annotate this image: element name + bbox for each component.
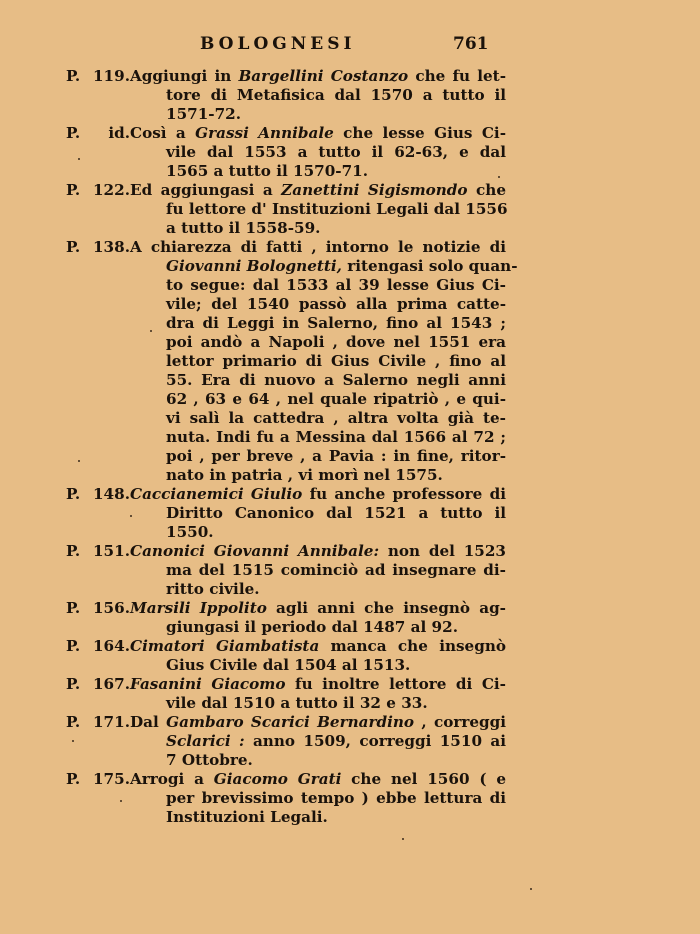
entry-text: manca che insegnò <box>319 637 507 655</box>
entry-text: Arrogi a <box>130 770 214 788</box>
errata-entry <box>66 675 506 713</box>
entry-line <box>66 314 506 333</box>
entry-name-italic: Marsili Ippolito <box>130 599 267 617</box>
running-head: BOLOGNESI <box>200 34 356 54</box>
entry-line <box>66 656 506 675</box>
entry-text: Ed aggiungasi a <box>130 181 282 199</box>
entry-text: poi andò a Napoli , dove nel 1551 era <box>166 333 506 351</box>
page-reference: P. 151. <box>66 542 130 560</box>
entry-text: anno 1509, correggi 1510 ai <box>244 732 506 750</box>
entry-line <box>66 409 506 428</box>
entry-line <box>66 466 506 485</box>
entry-line <box>66 599 506 618</box>
entry-line <box>66 523 506 542</box>
page-reference: P. 138. <box>66 238 130 256</box>
entry-text: nato in patria , vi morì nel 1575. <box>166 466 443 484</box>
errata-list <box>66 67 518 827</box>
errata-entry <box>66 770 506 827</box>
entry-text: ma del 1515 cominciò ad insegnare di- <box>166 561 506 579</box>
entry-text: giungasi il periodo dal 1487 al 92. <box>166 618 458 636</box>
entry-line <box>66 86 506 105</box>
speck <box>72 740 74 742</box>
errata-entry <box>66 542 506 599</box>
entry-line <box>66 447 506 466</box>
entry-line <box>66 390 506 409</box>
entry-text: Instituzioni Legali. <box>166 808 328 826</box>
entry-text: che lesse Gius Ci- <box>333 124 507 142</box>
entry-text: lettor primario di Gius Civile , fino al <box>166 352 506 370</box>
entry-line <box>66 542 506 561</box>
entry-text: , correggi <box>414 713 506 731</box>
entry-text: agli anni che insegnò ag- <box>266 599 506 617</box>
speck <box>78 158 80 160</box>
entry-line <box>66 143 506 162</box>
entry-name-italic: Giacomo Grati <box>213 770 342 788</box>
entry-line <box>66 124 506 143</box>
page-reference: P. 156. <box>66 599 130 617</box>
entry-text: poi , per breve , a Pavia : in fine, ritor- <box>166 447 506 465</box>
entry-text: 1565 a tutto il 1570-71. <box>166 162 369 180</box>
entry-line <box>66 580 506 599</box>
entry-text: 7 Ottobre. <box>166 751 253 769</box>
entry-text: fu anche professore di <box>302 485 506 503</box>
entry-name-italic: Fasanini Giacomo <box>130 675 286 693</box>
entry-line <box>66 257 518 276</box>
errata-entry <box>66 485 506 542</box>
entry-line <box>66 295 506 314</box>
entry-text: vi salì la cattedra , altra volta già te- <box>166 409 506 427</box>
entry-text: a tutto il 1558-59. <box>166 219 321 237</box>
speck <box>498 176 500 178</box>
page-reference: P. 171. <box>66 713 130 731</box>
entry-name-italic: Bargellini Costanzo <box>238 67 409 85</box>
errata-entry <box>66 637 506 675</box>
entry-text: per brevissimo tempo ) ebbe lettura di <box>166 789 506 807</box>
entry-name-italic: Sclarici : <box>166 732 245 750</box>
entry-line <box>66 618 506 637</box>
entry-line <box>66 561 506 580</box>
entry-line <box>66 637 506 656</box>
entry-line <box>66 713 506 732</box>
entry-text: vile dal 1510 a tutto il 32 e 33. <box>166 694 428 712</box>
entry-name-italic: Caccianemici Giulio <box>130 485 303 503</box>
entry-line <box>66 371 506 390</box>
entry-text: che <box>467 181 506 199</box>
page-reference: P. id. <box>66 124 130 142</box>
entry-text: Così a <box>130 124 196 142</box>
page-header <box>0 34 700 58</box>
entry-line <box>66 238 506 257</box>
speck <box>78 460 80 462</box>
entry-text: nuta. Indi fu a Messina dal 1566 al 72 ; <box>166 428 506 446</box>
entry-line <box>66 200 506 219</box>
entry-text: to segue: dal 1533 al 39 lesse Gius Ci- <box>166 276 506 294</box>
entry-line <box>66 732 506 751</box>
entry-line <box>66 751 506 770</box>
entry-line <box>66 428 506 447</box>
entry-name-italic: Cimatori Giambatista <box>130 637 320 655</box>
entry-line <box>66 162 506 181</box>
entry-name-italic: Canonici Giovanni Annibale: <box>130 542 380 560</box>
page-reference: P. 164. <box>66 637 130 655</box>
page-reference: P. 122. <box>66 181 130 199</box>
entry-text: 62 , 63 e 64 , nel quale ripatriò , e qui- <box>166 390 506 408</box>
entry-name-italic: Grassi Annibale <box>195 124 334 142</box>
speck <box>402 838 404 840</box>
entry-text: 1571-72. <box>166 105 241 123</box>
entry-text: Diritto Canonico dal 1521 a tutto il <box>166 504 506 522</box>
speck <box>150 330 152 332</box>
entry-text: ritengasi solo quan- <box>341 257 518 275</box>
entry-line <box>66 770 506 789</box>
entry-text: Aggiungi in <box>130 67 239 85</box>
entry-line <box>66 504 506 523</box>
errata-entry <box>66 67 506 124</box>
entry-text: che nel 1560 ( e <box>341 770 506 788</box>
entry-name-italic: Giovanni Bolognetti, <box>166 257 342 275</box>
page-number: 761 <box>453 34 489 54</box>
entry-name-italic: Gambaro Scarici Bernardino <box>166 713 415 731</box>
page-reference: P. 119. <box>66 67 130 85</box>
entry-line <box>66 276 506 295</box>
entry-line <box>66 352 506 371</box>
errata-entry <box>66 713 506 770</box>
errata-entry <box>66 238 518 485</box>
entry-text: tore di Metafisica dal 1570 a tutto il <box>166 86 506 104</box>
entry-line <box>66 105 506 124</box>
entry-line <box>66 789 506 808</box>
entry-line <box>66 675 506 694</box>
entry-text: non del 1523 <box>379 542 506 560</box>
errata-entry <box>66 124 506 181</box>
entry-text: che fu let- <box>408 67 506 85</box>
page-reference: P. 148. <box>66 485 130 503</box>
errata-entry <box>66 181 506 238</box>
entry-line <box>66 333 506 352</box>
errata-entry <box>66 599 506 637</box>
entry-name-italic: Zanettini Sigismondo <box>281 181 468 199</box>
entry-line <box>66 67 506 86</box>
entry-line <box>66 694 506 713</box>
entry-text: Dal <box>130 713 167 731</box>
page-reference: P. 175. <box>66 770 130 788</box>
speck <box>120 800 122 802</box>
page-reference: P. 167. <box>66 675 130 693</box>
entry-text: 55. Era di nuovo a Salerno negli anni <box>166 371 506 389</box>
entry-text: fu inoltre lettore di Ci- <box>285 675 506 693</box>
entry-line <box>66 485 506 504</box>
entry-text: vile dal 1553 a tutto il 62-63, e dal <box>166 143 506 161</box>
entry-text: dra di Leggi in Salerno, fino al 1543 ; <box>166 314 506 332</box>
entry-line <box>66 181 506 200</box>
entry-text: 1550. <box>166 523 214 541</box>
entry-text: A chiarezza di fatti , intorno le notizie di <box>130 238 506 256</box>
entry-text: vile; del 1540 passò alla prima catte- <box>166 295 506 313</box>
entry-text: Gius Civile dal 1504 al 1513. <box>166 656 411 674</box>
entry-text: ritto civile. <box>166 580 260 598</box>
entry-line <box>66 219 506 238</box>
entry-text: fu lettore d' Instituzioni Legali dal 1556 <box>166 200 508 218</box>
speck <box>130 515 132 517</box>
entry-line <box>66 808 506 827</box>
speck <box>530 888 532 890</box>
